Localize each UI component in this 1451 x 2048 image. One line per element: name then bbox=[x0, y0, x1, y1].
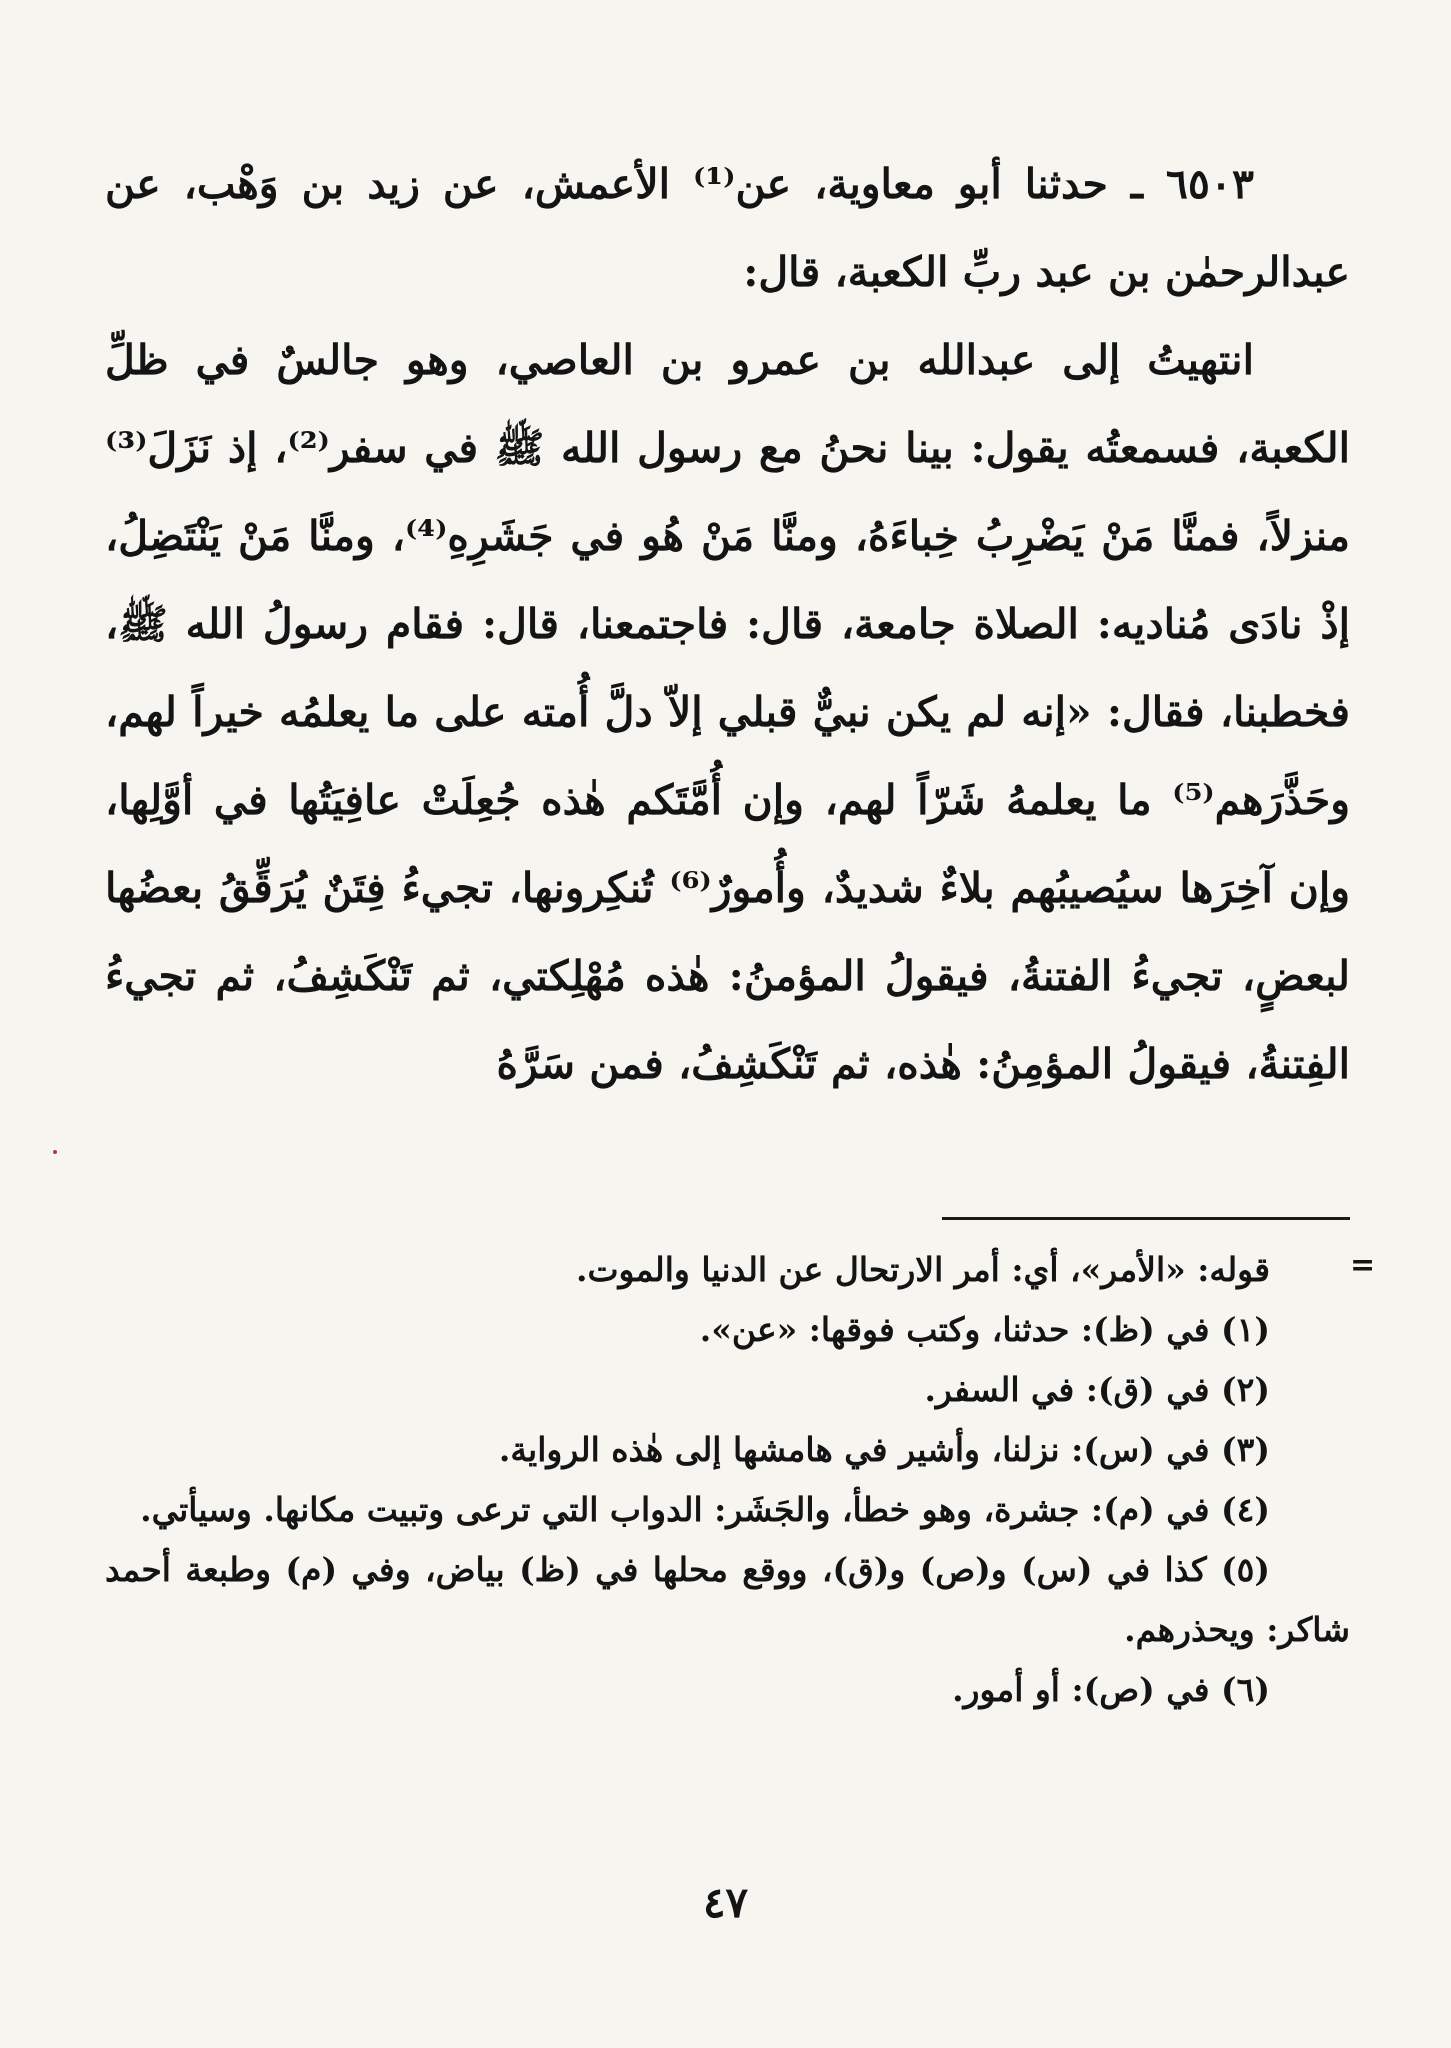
page-number: ٤٧ bbox=[702, 1878, 749, 1927]
footnote-divider bbox=[942, 1217, 1350, 1220]
footnotes bbox=[105, 1240, 1350, 1720]
hadith-text bbox=[105, 140, 1350, 1108]
footnote-3: (٣) في (س): نزلنا، وأشير في هامشها إلى هٰذه الرواية. bbox=[498, 1430, 1270, 1469]
footnote-carry-over: قوله: «الأمر»، أي: أمر الارتحال عن الدنيا والموت. bbox=[575, 1250, 1270, 1289]
hadith-isnad: ٦٥٠٣ ـ حدثنا أبو معاوية، عن⁽¹⁾ الأعمش، عن زيد بن وَهْب، عن عبدالرحمٰن بن عبد ربِّ الكعبة، قال: bbox=[105, 160, 1350, 296]
footnote-4: (٤) في (م): جشرة، وهو خطأ، والجَشَر: الدواب التي ترعى وتبيت مكانها. وسيأتي. bbox=[140, 1490, 1270, 1529]
carry-over-mark: = bbox=[1350, 1248, 1376, 1283]
hadith-matn: انتهيتُ إلى عبدالله بن عمرو بن العاصي، وهو جالسٌ في ظلِّ الكعبة، فسمعتُه يقول: بينا نحنُ مع رسول الله ﷺ في سفر⁽²⁾، إذ نَزَلَ⁽³⁾ منزلاً، فمنَّا مَنْ يَضْرِبُ خِباءَهُ، ومنَّا مَنْ هُو في جَشَرِهِ⁽⁴⁾، ومنَّا مَنْ يَنْتَضِلُ، إذْ نادَى مُناديه: الصلاة جامعة، قال: فاجتمعنا، قال: فقام رسولُ الله ﷺ، فخطبنا، فقال: «إنه لم يكن نبيٌّ قبلي إلاّ دلَّ أُمته على ما يعلمُه خيراً لهم، وحَذَّرَهم⁽⁵⁾ ما يعلمهُ شَرّاً لهم، وإن أُمَّتَكم هٰذه جُعِلَتْ عافِيَتُها في أوَّلِها، وإن آخِرَها سيُصيبُهم بلاءٌ شديدٌ، وأُمورٌ⁽⁶⁾ تُنكِرونها، تجيءُ فِتَنٌ يُرَقِّقُ بعضُها لبعضٍ، تجيءُ الفتنةُ، فيقولُ المؤمنُ: هٰذه مُهْلِكتي، ثم تَنْكَشِفُ، ثم تجيءُ الفِتنةُ، فيقولُ المؤمِنُ: هٰذه، ثم تَنْكَشِفُ، فمن سَرَّهُ bbox=[105, 336, 1351, 1088]
footnote-2: (٢) في (ق): في السفر. bbox=[924, 1370, 1270, 1409]
footnote-5: (٥) كذا في (س) و(ص) و(ق)، ووقع محلها في (ظ) بياض، وفي (م) وطبعة أحمد شاكر: ويحذرهم. bbox=[105, 1550, 1350, 1649]
footnote-1: (١) في (ظ): حدثنا، وكتب فوقها: «عن». bbox=[699, 1310, 1270, 1349]
footnote-6: (٦) في (ص): أو أمور. bbox=[952, 1670, 1270, 1709]
ink-spot bbox=[53, 1150, 57, 1154]
